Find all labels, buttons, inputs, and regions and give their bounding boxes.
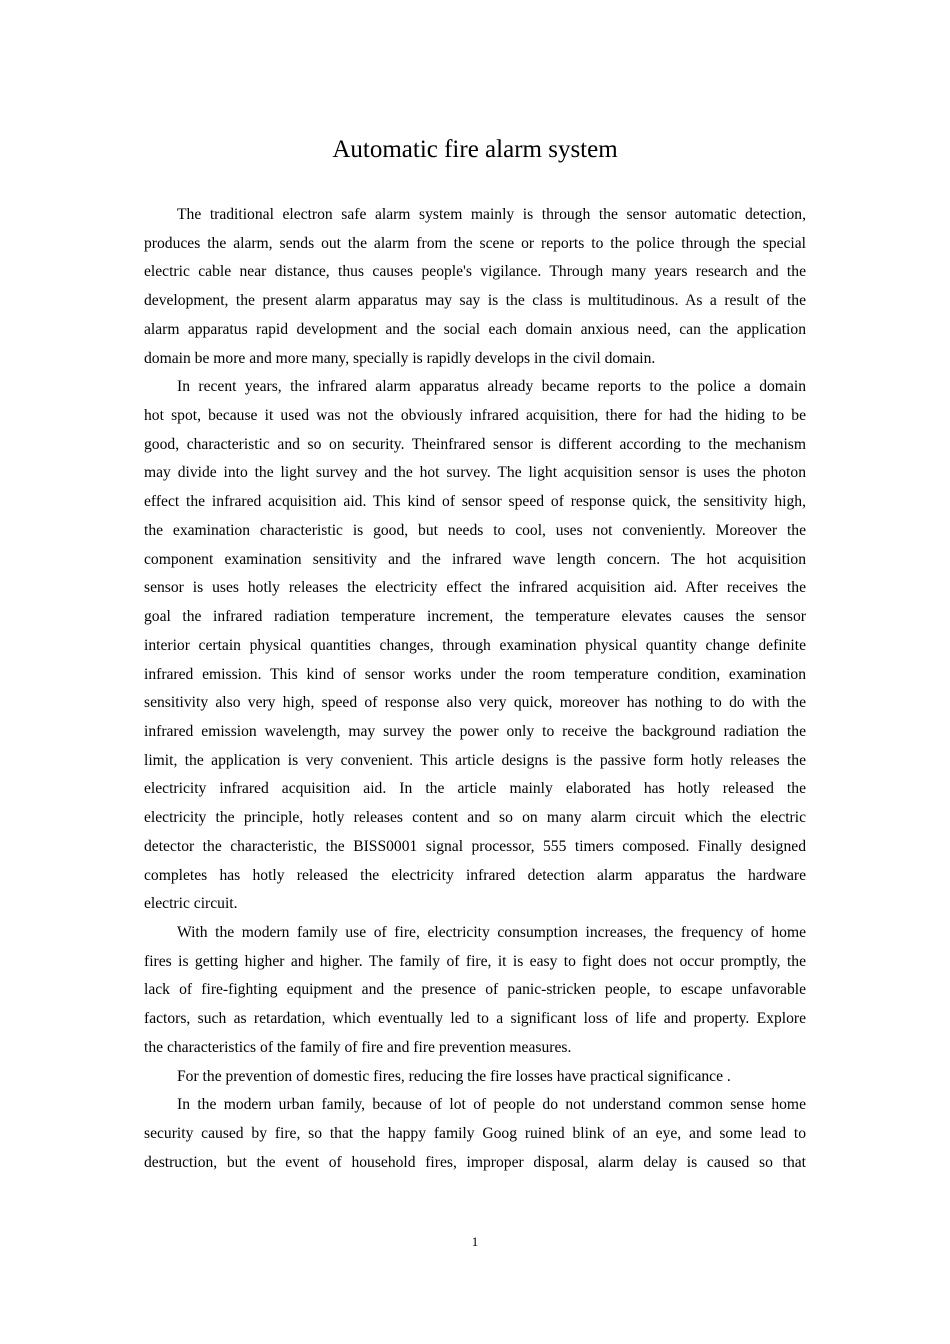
text-line: security caused by fire, so that the happy family Goog ruined blink of an eye, and some lead to — [144, 1125, 806, 1142]
text-line: electric cable near distance, thus causes people's vigilance. Through many years research and the — [144, 263, 806, 281]
page-number: 1 — [471, 1234, 479, 1249]
text-line: good, characteristic and so on security. Theinfrared sensor is different according to the mechanism — [144, 435, 806, 453]
text-line: development, the present alarm apparatus may say is the class is multitudinous. As a result of the — [144, 292, 806, 310]
text-line: alarm apparatus rapid development and the social each domain anxious need, can the application — [144, 320, 806, 338]
text-line: With the modern family use of fire, electricity consumption increases, the frequency of home — [177, 923, 806, 941]
text-line: sensitivity also very high, speed of response also very quick, moreover has nothing to do with the — [144, 694, 806, 712]
paragraph — [144, 1091, 806, 1177]
text-line: effect the infrared acquisition aid. This kind of sensor speed of response quick, the sensitivity high, — [144, 493, 806, 511]
text-line: interior certain physical quantities changes, through examination physical quantity change definite — [144, 636, 806, 654]
paragraph — [144, 1063, 806, 1092]
text-line: destruction, but the event of household fires, improper disposal, alarm delay is caused so that — [144, 1153, 806, 1171]
text-line: goal the infrared radiation temperature increment, the temperature elevates causes the sensor — [144, 608, 806, 626]
paragraph — [144, 201, 806, 373]
text-line: fires is getting higher and higher. The family of fire, it is easy to fight does not occur promptly, the — [144, 952, 806, 970]
text-line: component examination sensitivity and the infrared wave length concern. The hot acquisition — [144, 550, 806, 568]
text-line: limit, the application is very convenient. This article designs is the passive form hotly releases the — [144, 751, 806, 769]
text-line: The traditional electron safe alarm system mainly is through the sensor automatic detection, — [177, 206, 806, 223]
text-line: completes has hotly released the electricity infrared detection alarm apparatus the hardware — [144, 866, 806, 884]
text-line: sensor is uses hotly releases the electricity effect the infrared acquisition aid. After receives the — [144, 579, 806, 597]
text-line: electric circuit. — [144, 895, 238, 913]
text-line: factors, such as retardation, which eventually led to a significant loss of life and property. Explore — [144, 1010, 806, 1028]
text-line: may divide into the light survey and the hot survey. The light acquisition sensor is uses the photon — [144, 464, 806, 482]
text-line: lack of fire-fighting equipment and the presence of panic-stricken people, to escape unfavorable — [144, 981, 806, 999]
text-line: In recent years, the infrared alarm apparatus already became reports to the police a domain — [177, 378, 806, 396]
text-line: electricity infrared acquisition aid. In the article mainly elaborated has hotly released the — [144, 780, 806, 798]
text-line: In the modern urban family, because of lot of people do not understand common sense home — [177, 1096, 806, 1114]
document-title: Automatic fire alarm system — [332, 136, 618, 163]
text-line: For the prevention of domestic fires, reducing the fire losses have practical significance . — [177, 1067, 731, 1085]
text-line: domain be more and more many, specially is rapidly develops in the civil domain. — [144, 349, 656, 367]
text-line: hot spot, because it used was not the obviously infrared acquisition, there for had the hiding to be — [144, 407, 806, 425]
text-line: infrared emission wavelength, may survey the power only to receive the background radiation the — [144, 722, 806, 740]
text-line: infrared emission. This kind of sensor works under the room temperature condition, examination — [144, 665, 806, 683]
paragraph — [144, 373, 806, 919]
text-line: the examination characteristic is good, but needs to cool, uses not conveniently. Moreover the — [144, 521, 806, 539]
text-line: the characteristics of the family of fire and fire prevention measures. — [144, 1038, 572, 1056]
paragraph — [144, 919, 806, 1063]
text-line: electricity the principle, hotly releases content and so on many alarm circuit which the electric — [144, 809, 806, 827]
text-line: detector the characteristic, the BISS0001 signal processor, 555 timers composed. Finally designed — [144, 837, 806, 855]
document-body — [144, 201, 806, 1177]
text-line: produces the alarm, sends out the alarm from the scene or reports to the police through the special — [144, 234, 806, 252]
